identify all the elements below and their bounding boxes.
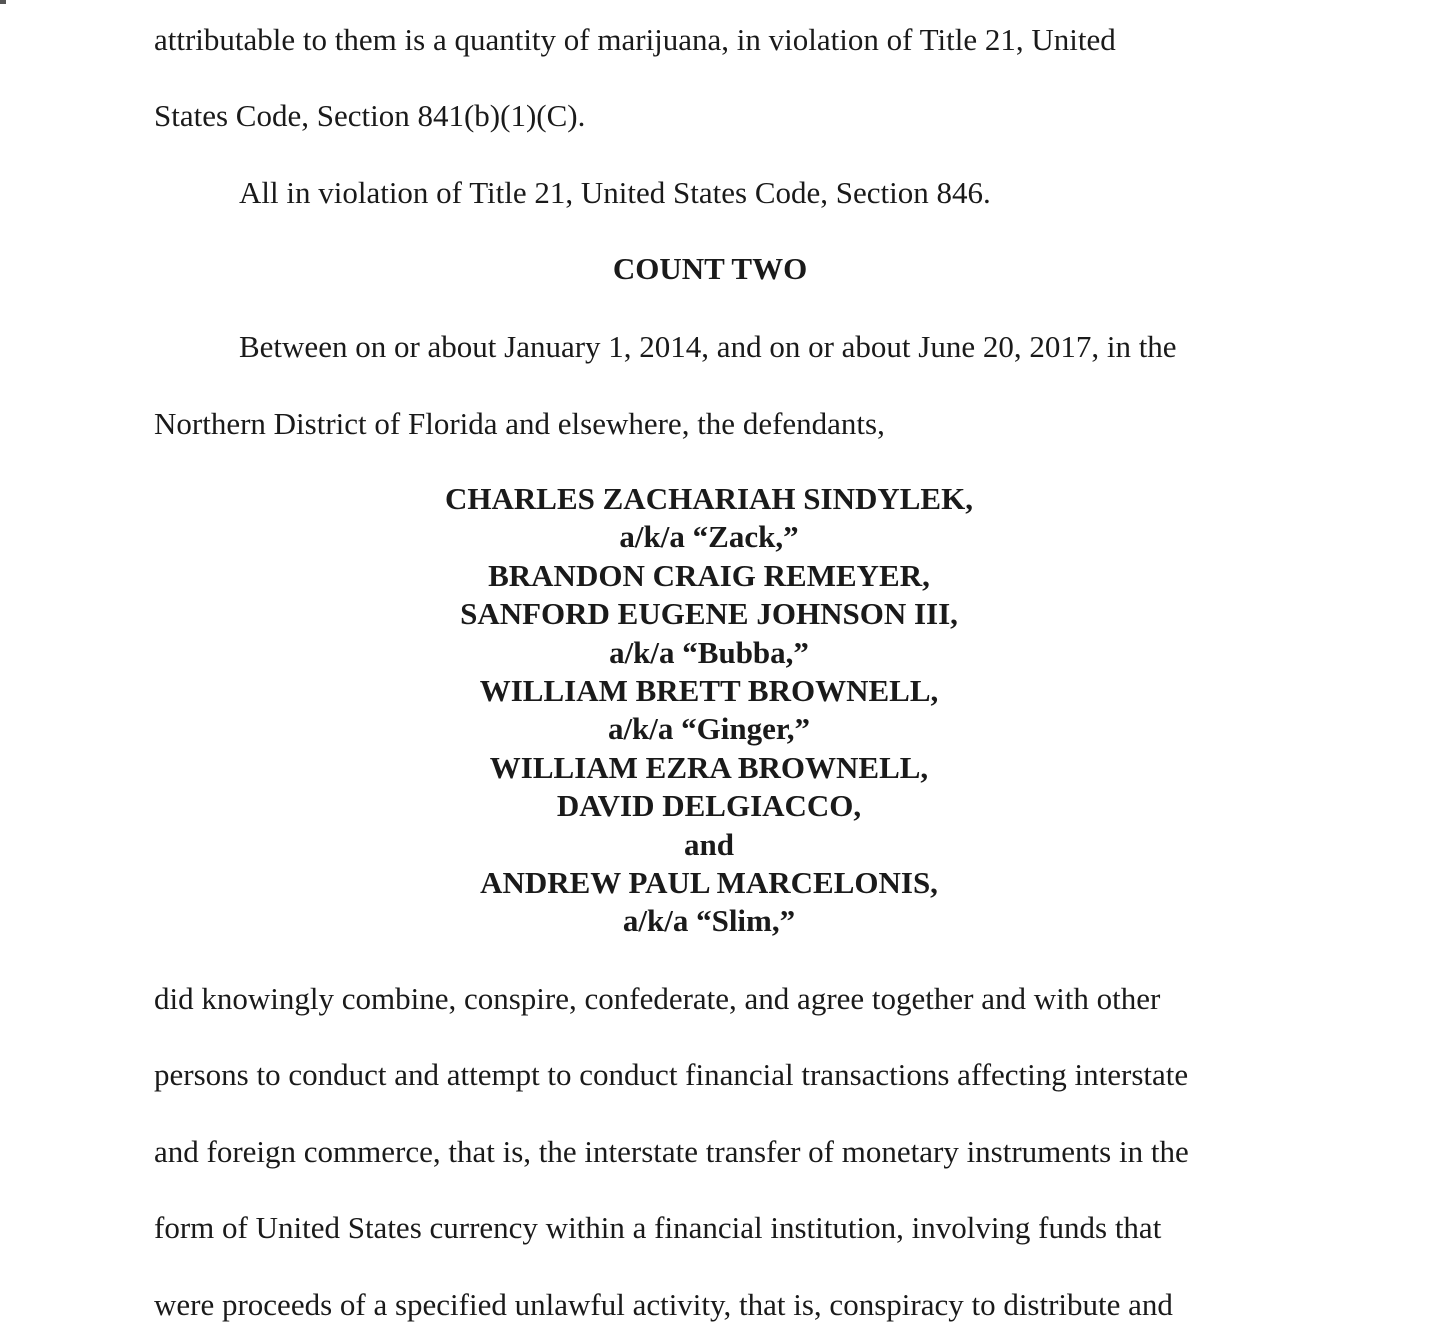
para4-line-3: and foreign commerce, that is, the interstate transfer of monetary instruments in the: [154, 1134, 1189, 1169]
para4-line-1: did knowingly combine, conspire, confederate, and agree together and with other: [154, 981, 1161, 1016]
scan-edge-mark: [0, 0, 6, 4]
para2-line: All in violation of Title 21, United States Code, Section 846.: [239, 175, 991, 210]
para4-line-4: form of United States currency within a financial institution, involving funds that: [154, 1210, 1162, 1245]
para1-line-2: States Code, Section 841(b)(1)(C).: [154, 98, 586, 133]
defendant-line: a/k/a “Ginger,”: [607, 711, 811, 747]
defendant-line: a/k/a “Zack,”: [619, 519, 799, 555]
defendant-list: [0, 480, 1418, 941]
defendant-line: DAVID DELGIACCO,: [556, 788, 862, 824]
para4-line-2: persons to conduct and attempt to conduct financial transactions affecting interstate: [154, 1057, 1189, 1092]
defendant-line: BRANDON CRAIG REMEYER,: [488, 557, 930, 593]
para3-line-2: Northern District of Florida and elsewhere, the defendants,: [154, 406, 885, 441]
defendant-line: a/k/a “Slim,”: [622, 903, 796, 939]
para1-line-1: attributable to them is a quantity of marijuana, in violation of Title 21, United: [154, 22, 1116, 57]
defendant-line: ANDREW PAUL MARCELONIS,: [480, 865, 938, 901]
count-heading: COUNT TWO: [612, 251, 808, 286]
para4-line-5: were proceeds of a specified unlawful activity, that is, conspiracy to distribute and: [154, 1287, 1173, 1322]
defendant-line: WILLIAM EZRA BROWNELL,: [489, 749, 929, 785]
para3-line-1: Between on or about January 1, 2014, and on or about June 20, 2017, in the: [239, 329, 1177, 364]
defendant-line: CHARLES ZACHARIAH SINDYLEK,: [445, 481, 973, 516]
defendant-line: SANFORD EUGENE JOHNSON III,: [460, 596, 958, 632]
defendant-line: and: [684, 826, 734, 862]
defendant-line: a/k/a “Bubba,”: [609, 634, 809, 670]
defendant-line: WILLIAM BRETT BROWNELL,: [479, 673, 939, 709]
